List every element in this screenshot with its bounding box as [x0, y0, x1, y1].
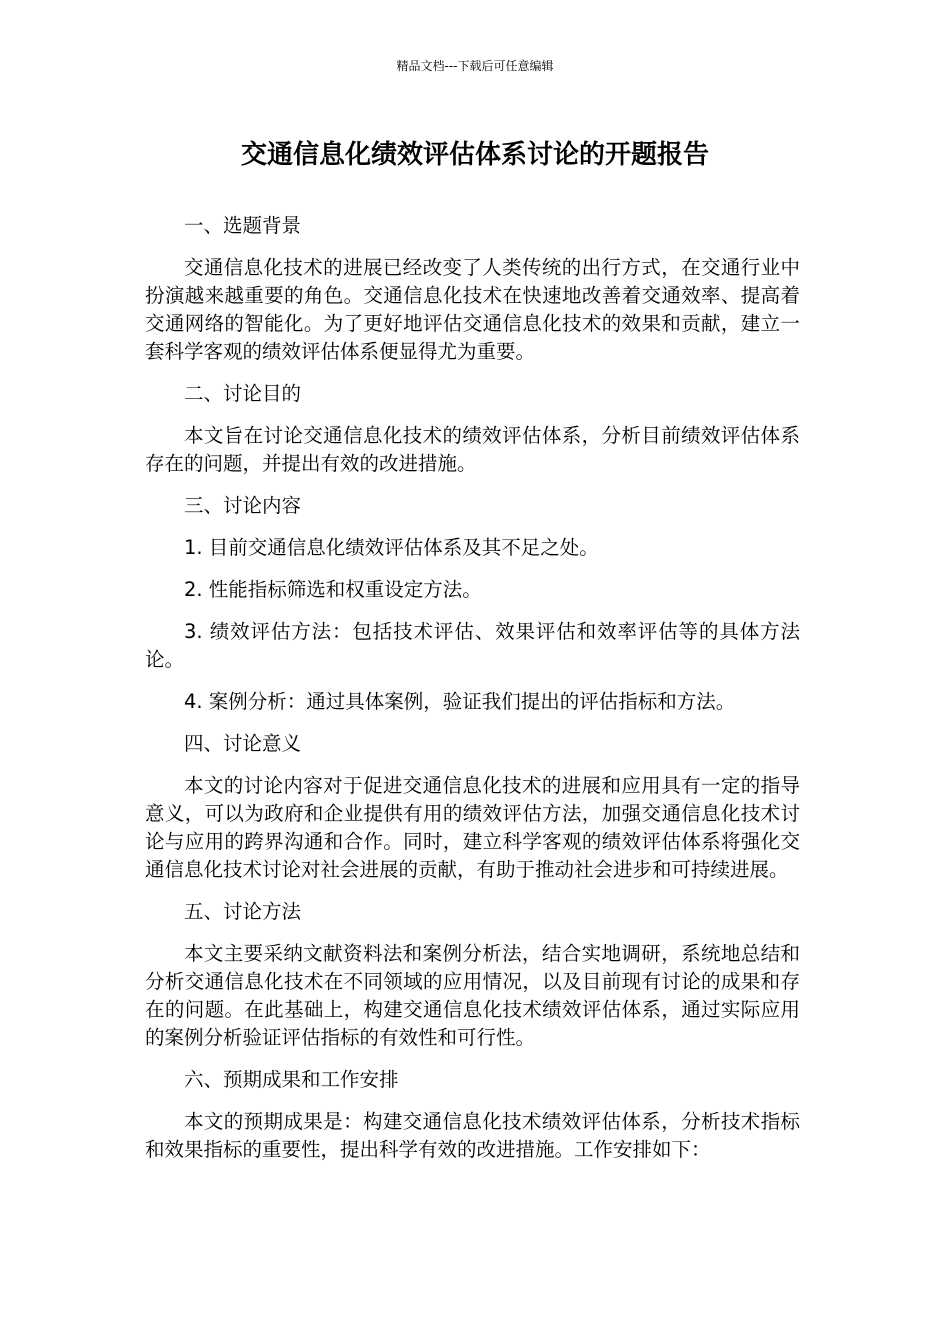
paragraph-methods: 本文主要采纳文献资料法和案例分析法，结合实地调研，系统地总结和分析交通信息化技术在不同领域的应用情况，以及目前现有讨论的成果和存在的问题。在此基础上，构建交通信息化技术绩效评估体系，通过实际应用的案例分析验证评估指标的有效性和可行性。: [145, 942, 800, 1049]
paragraph-purpose: 本文旨在讨论交通信息化技术的绩效评估体系，分析目前绩效评估体系存在的问题，并提出有效的改进措施。: [145, 424, 800, 475]
section-heading-methods: 五、讨论方法: [184, 900, 302, 923]
section-heading-content: 三、讨论内容: [184, 494, 302, 517]
section-heading-outcomes: 六、预期成果和工作安排: [184, 1068, 399, 1091]
document-body: [145, 212, 800, 1178]
section-heading-background: 一、选题背景: [184, 214, 302, 237]
header-note: 精品文档---下载后可任意编辑: [396, 59, 554, 73]
paragraph-significance: 本文的讨论内容对于促进交通信息化技术的进展和应用具有一定的指导意义，可以为政府和企业提供有用的绩效评估方法，加强交通信息化技术讨论与应用的跨界沟通和合作。同时，建立科学客观的绩效评估体系将强化交通信息化技术讨论对社会进展的贡献，有助于推动社会进步和可持续进展。: [145, 774, 800, 881]
list-item-content-3: 3. 绩效评估方法：包括技术评估、效果评估和效率评估等的具体方法论。: [145, 620, 800, 671]
section-heading-significance: 四、讨论意义: [184, 732, 302, 755]
list-item-content-1: 1. 目前交通信息化绩效评估体系及其不足之处。: [184, 536, 599, 559]
section-heading-purpose: 二、讨论目的: [184, 382, 302, 405]
list-item-content-4: 4. 案例分析：通过具体案例，验证我们提出的评估指标和方法。: [184, 690, 736, 713]
paragraph-outcomes: 本文的预期成果是：构建交通信息化技术绩效评估体系，分析技术指标和效果指标的重要性，提出科学有效的改进措施。工作安排如下：: [145, 1110, 800, 1161]
paragraph-background: 交通信息化技术的进展已经改变了人类传统的出行方式，在交通行业中扮演越来越重要的角色。交通信息化技术在快速地改善着交通效率、提高着交通网络的智能化。为了更好地评估交通信息化技术的效果和贡献，建立一套科学客观的绩效评估体系便显得尤为重要。: [145, 256, 800, 363]
list-item-content-2: 2. 性能指标筛选和权重设定方法。: [184, 578, 482, 601]
document-title: 交通信息化绩效评估体系讨论的开题报告: [240, 140, 709, 170]
